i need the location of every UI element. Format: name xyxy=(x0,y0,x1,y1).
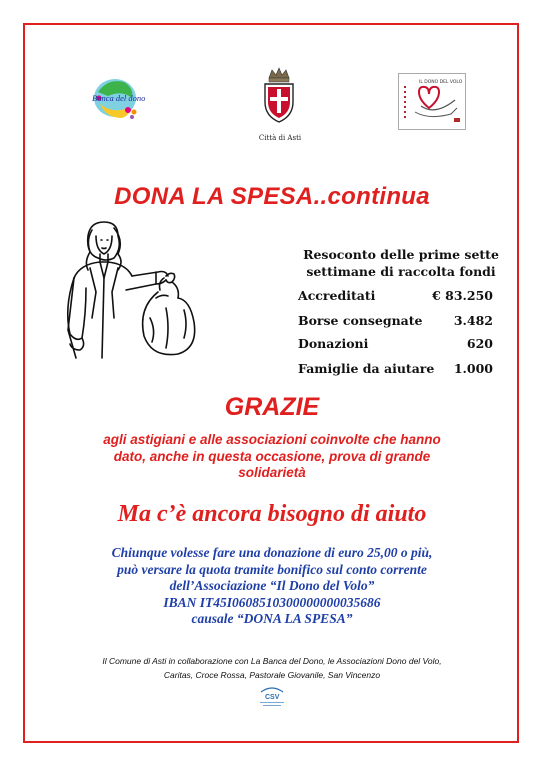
stat-label: Accreditati xyxy=(298,288,376,303)
thanks-line-3: solidarietà xyxy=(238,465,306,480)
stat-value: 3.482 xyxy=(453,313,493,328)
donation-instructions xyxy=(46,545,498,628)
svg-text:CSV: CSV xyxy=(265,694,280,701)
asti-coat-of-arms-icon xyxy=(262,66,296,126)
stat-value: € 83.250 xyxy=(432,288,493,303)
thanks-paragraph xyxy=(56,432,488,482)
iban-line: IBAN IT45I0608510300000000035686 xyxy=(163,594,381,610)
svg-text:IL DONO DEL VOLO: IL DONO DEL VOLO xyxy=(419,80,463,85)
grazie-heading: GRAZIE xyxy=(224,393,320,421)
thanks-line-2: dato, anche in questa occasione, prova di grande xyxy=(113,448,431,464)
footer-line-2: Caritas, Croce Rossa, Pastorale Giovanile, San Vincenzo xyxy=(163,670,381,680)
woman-with-shopping-bag-illustration xyxy=(52,218,202,366)
stat-value: 1.000 xyxy=(453,361,493,376)
report-heading-line-2: settimane di raccolta fondi xyxy=(306,264,496,279)
thanks-line-1: agli astigiani e alle associazioni coinvolte che hanno xyxy=(103,432,441,447)
help-needed-heading: Ma c’è ancora bisogno di aiuto xyxy=(117,501,427,527)
donate-line-3: dell’Associazione “Il Dono del Volo” xyxy=(169,578,375,593)
page-title: DONA LA SPESA..continua xyxy=(114,183,430,210)
donate-line-1: Chiunque volesse fare una donazione di euro 25,00 o più, xyxy=(111,545,433,560)
stat-label: Borse consegnate xyxy=(298,313,423,328)
svg-text:Banca del dono: Banca del dono xyxy=(92,93,146,103)
footer-credits xyxy=(46,654,498,682)
banca-del-dono-logo xyxy=(88,74,146,122)
donate-line-2: può versare la quota tramite bonifico sul conto corrente xyxy=(117,561,427,577)
causale-line: causale “DONA LA SPESA” xyxy=(191,611,353,626)
city-caption: Città di Asti xyxy=(258,134,302,142)
stat-value: 620 xyxy=(466,336,493,351)
report-heading xyxy=(296,246,506,280)
stat-label: Famiglie da aiutare xyxy=(298,361,435,376)
csv-logo xyxy=(257,684,287,708)
il-dono-del-volo-logo xyxy=(398,73,466,130)
stat-label: Donazioni xyxy=(298,336,369,351)
report-heading-line-1: Resoconto delle prime sette xyxy=(303,247,499,262)
footer-line-1: Il Comune di Asti in collaborazione con La Banca del Dono, le Associazioni Dono del Volo, xyxy=(102,656,442,666)
